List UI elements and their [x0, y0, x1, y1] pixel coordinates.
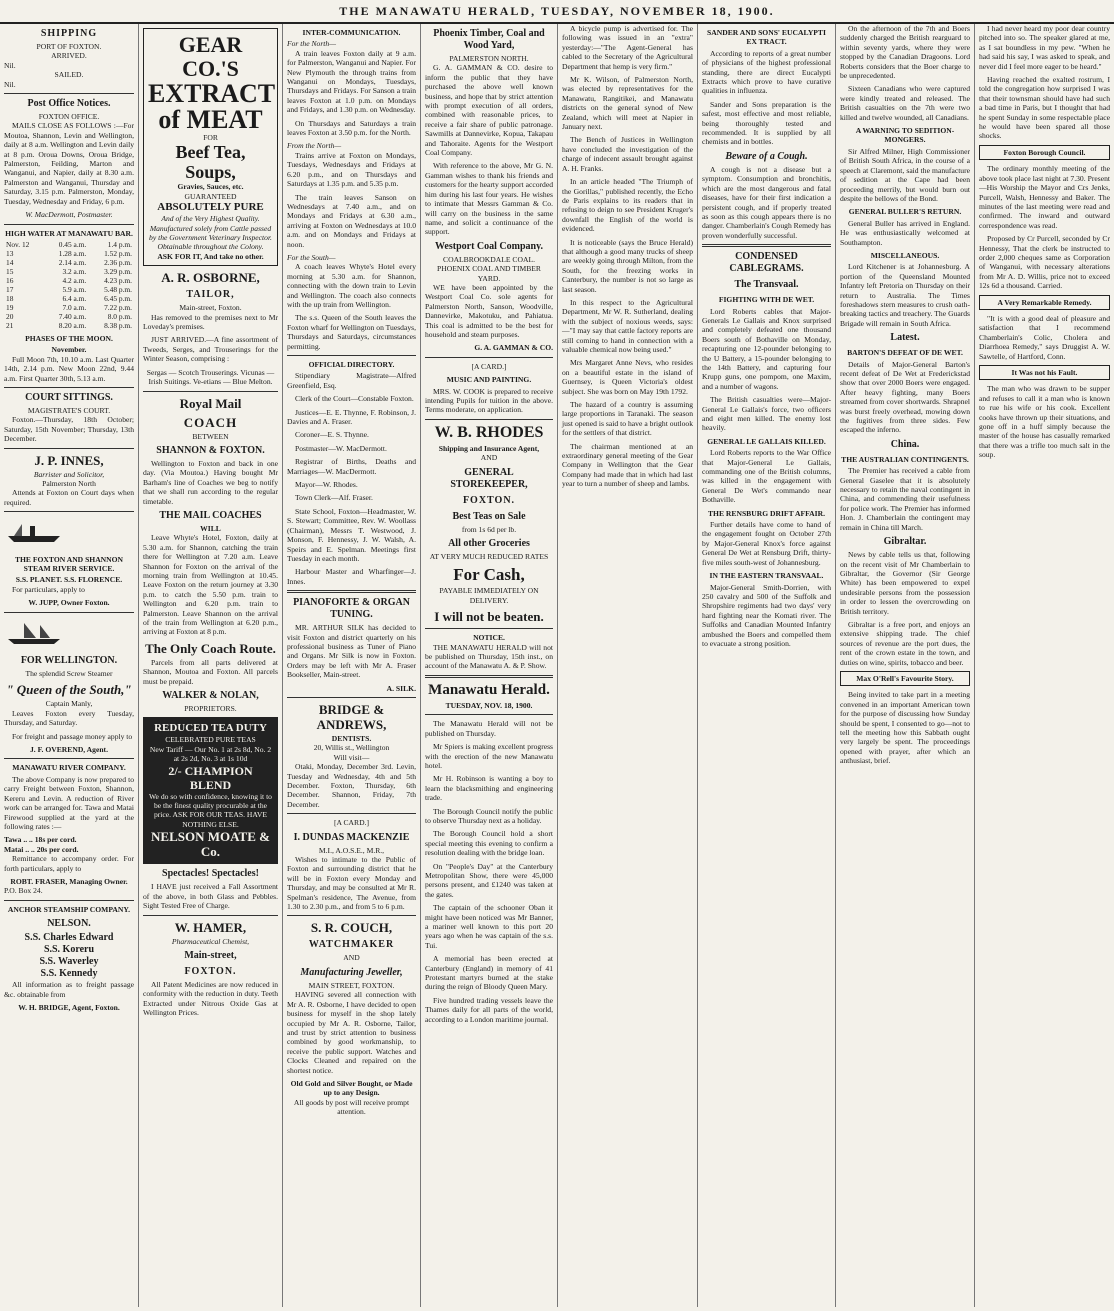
tide-cell: 18	[6, 293, 14, 303]
remarkable-heading: A Very Remarkable Remedy.	[997, 297, 1092, 307]
news-paragraph: In this respect to the Agricultural Department, Mr W. R. Sutherland, dealing with the subject of noxious weeds, says:—"I may say that cattle factory reports are still coming to hand in connection with a valuable chemical now being used."	[562, 297, 693, 354]
orell-body: Being invited to take part in a meeting convened in an important American town for the purpose of discussing how Sunday should be spent, I consented to go—not to tell the meeting how this Sabbath ought very largely be spent. The proceedings opened with prayer, after which an anthusiast, brief.	[840, 690, 970, 766]
phoenix-address: PALMERSTON NORTH.	[449, 54, 529, 63]
inter-heading: INTER-COMMUNICATION.	[302, 28, 401, 37]
gallais-body: Lord Roberts reports to the War Office that Major-General Le Gallais, commanding one of the British columns, was killed in the engagement with General De Wet's commando near Bothaville.	[702, 448, 831, 505]
best-teas: Best Teas on Sale	[452, 510, 526, 522]
steam-apply: For particulars, apply to	[12, 584, 85, 594]
old-gold: Old Gold and Silver Bought, or Made up to any Design.	[290, 1078, 413, 1098]
piano-body: MR. ARTHUR SILK has decided to visit Foxton and district quarterly on his professional business as Tuner of Piano and Organs. Mr Silk is now in Foxton. Orders may be left with Mr A. Fraser Bookseller, Main-street.	[287, 623, 416, 680]
moon-month: November.	[51, 345, 87, 355]
fault-body: The man who was drawn to be supper and refuses to call it a man who is known to rue his wife or his cook. Excellent cooks have thrown up their situations, and gone off in a huff simply because the master of the house has casually remarked that there was a trifle too much salt in the soup.	[979, 384, 1110, 460]
just-arrived: JUST ARRIVED.—A fine assortment of Tweeds, Serges, and Trouserings for the Winter Season, comprising :	[143, 335, 278, 364]
north-body: A train leaves Foxton daily at 9 a.m. for Palmerston, Wanganui and Napier. For New Plymouth the through trains from Wanganui on Mondays, Tuesdays, Thursdays and Fridays. For Sanson a train leaves Foxton at 1.0 p.m. on Mondays and Fridays, and 1.30 p.m. on Wednesday.	[287, 48, 416, 115]
tide-cell: 17	[6, 284, 14, 294]
saturday-train: On Thursdays and Saturdays a train leaves Foxton at 3.50 p.m. for the North.	[287, 118, 416, 138]
tide-cell: 16	[6, 275, 14, 285]
between: BETWEEN	[192, 431, 229, 441]
groceries-sub: AT VERY MUCH REDUCED RATES	[429, 552, 549, 562]
reduced-tea-duty: REDUCED TEA DUTY	[154, 722, 267, 735]
nil-arrived: Nil.	[4, 60, 16, 70]
jupp: W. JUPP, Owner Foxton.	[28, 598, 110, 608]
tide-row	[4, 267, 134, 276]
news-paragraph: Mr K. Wilson, of Palmerston North, was elected by representatives for the Manawatu, Rangitikei, and Manawatu districts on the general synod of New Zealand, which will meet at Napier in January next.	[562, 75, 693, 132]
for-south: For the South—	[287, 252, 336, 262]
tide-cell: 2.14 a.m.	[58, 257, 87, 267]
news-column-5	[562, 24, 693, 489]
celebrated-teas: CELEBRATED PURE TEAS	[165, 735, 256, 745]
guaranteed: GUARANTEED	[184, 191, 237, 201]
tide-heading: HIGH WATER AT MANAWATU BAR.	[5, 228, 133, 238]
shipping-heading: SHIPPING	[40, 28, 98, 39]
tariff: New Tariff — Our No. 1 at 2s 8d, No. 2 at 2s 2d, No. 3 at 1s 10d	[149, 744, 272, 764]
anchor-info: All information as to freight passage &c. obtainable from	[4, 980, 134, 999]
watchmaker: WATCHMAKER	[308, 939, 395, 951]
matai-rate: Matai .. .. 20s per cord.	[4, 844, 79, 854]
remit-text: Remittance to accompany order. For forth particulars, apply to	[4, 854, 134, 873]
news-paragraph: The chairman mentioned at an extraordinary general meeting of the Gear Company in Wellington that the Gear Company had made that in which had last year to turn a number of sheep and lambs.	[562, 441, 693, 489]
river-body: The above Company is now prepared to carry Freight between Foxton, Shannon, Kereru and Levin. A reduction of River work can be arranged for. Tawa and Matai Firewood supplied at the yard at the following rates :—	[4, 774, 134, 831]
news-column-4	[425, 719, 553, 1024]
queen-south: The s.s. Queen of the South leaves the Foxton wharf for Wellington on Tuesdays, Thursdays and Saturdays, circumstances permitting.	[287, 313, 416, 351]
latest-heading: Latest.	[890, 332, 920, 344]
queen-body: Leaves Foxton every Tuesday, Thursday, and Saturday.	[4, 708, 134, 728]
barton-heading: BARTON'S DEFEAT OF DE WET.	[847, 348, 963, 358]
tide-cell: 6.45 p.m.	[104, 293, 132, 303]
couch-and: AND	[343, 953, 360, 963]
will-visit: Will visit—	[333, 752, 370, 762]
tide-row	[4, 258, 134, 267]
gibraltar-body-2: Gibraltar is a free port, and enjoys an extensive shipping trade. The chief sources of revenue are the port dues, the rent of the crown estate in the town, and duties on wine, spirits, tobacco and beer.	[840, 619, 970, 667]
steam-service-heading: THE FOXTON AND SHANNON STEAM RIVER SERVICE.	[14, 554, 124, 573]
news-body-7b: Sixteen Canadians who were captured were kindly treated and released. The British casualties on the 7th were two killed and twelve wounded, all Canadians.	[840, 84, 970, 122]
tide-cell: 0.45 a.m.	[58, 239, 87, 249]
column-7	[836, 24, 975, 1307]
phoenix-body-2: With reference to the above, Mr G. N. Gamman wishes to thank his friends and customers for the hearty support accorded him during his last four years. He wishes to intimate that Messrs Gamman & Co. will carry on the business in the same name, and solicit a continuance of the support.	[425, 161, 553, 237]
walker-nolan: WALKER & NOLAN,	[162, 690, 259, 702]
ship-name: S.S. Charles Edward	[24, 932, 114, 944]
steamer-icon	[4, 520, 64, 544]
hamer-body: All Patent Medicines are now reduced in conformity with the reduction in duty. Teeth Extracted under Nitrous Oxide Gas at Wellington Prices.	[143, 979, 278, 1018]
eastern-body: Major-General Smith-Dorrien, with 250 cavalry and 500 of the Suffolk and Shropshire regiments had two days' very hard fighting near the Komati river. The Suffolks and Canadian Mounted Infantry ambushed the Boers and compelled them to evacuate a strong position.	[702, 582, 831, 648]
rhodes-heading: W. B. RHODES	[434, 423, 544, 441]
innes-heading: J. P. INNES,	[34, 452, 104, 468]
osborne-heading: A. R. OSBORNE,	[161, 270, 260, 286]
masthead: THE MANAWATU HERALD, TUESDAY, NOVEMBER 18, 1900.	[0, 0, 1114, 24]
storekeeper: GENERAL STOREKEEPER,	[450, 466, 528, 490]
sanson-back: The train leaves Sanson on Wednesdays at 7.40 a.m., and on Mondays and Fridays at 6.30 a.m., arriving at Foxton on Wednesdays at 10.0 a.m. and on Mondays and Fridays at noon.	[287, 192, 416, 249]
sailing-ship-icon	[4, 621, 64, 645]
westport-heading: Westport Coal Company.	[434, 240, 544, 252]
royal-mail-heading: Royal Mail	[179, 395, 242, 411]
bridge-agent: W. H. BRIDGE, Agent, Foxton.	[18, 1002, 120, 1012]
tide-cell: 19	[6, 302, 14, 312]
column-1	[0, 24, 139, 1307]
westport-body: WE have been appointed by the Westport Coal Co. sole agents for Palmerston North, Sanson, Woodville, Dannevirke, Makotuku, and Pahiatua. This coal is admitted to be the best for household and steam purposes.	[425, 282, 553, 339]
borough-heading: Foxton Borough Council.	[1003, 147, 1086, 157]
tide-cell: 4.23 p.m.	[104, 275, 132, 285]
tide-cell: 5.9 a.m.	[62, 284, 87, 294]
tide-cell: 14	[6, 257, 14, 267]
main-street: Main-street, Foxton.	[179, 303, 242, 313]
only-body: Parcels from all parts delivered at Shannon, Moutoa and Foxton. All parcels must be prepaid.	[143, 657, 278, 686]
court-text: Foxton.—Thursday, 18th October; Saturday, 15th November; Thursday, 13th December.	[4, 415, 134, 444]
tide-cell: 7.40 a.m.	[58, 311, 87, 321]
orell-heading: Max O'Rell's Favourite Story.	[856, 673, 954, 683]
remarkable-box	[979, 295, 1110, 310]
po-box: P.O. Box 24.	[4, 886, 43, 896]
china-body: The Premier has received a cable from General Gaselee that it is absolutely necessary to retain the naval contingent in China, and commending their usefulness for police work. The Premier has informed Hon. J. Chamberlain the contingent may remain in China till March.	[840, 466, 970, 532]
chemist: Pharmaceutical Chemist,	[171, 936, 250, 946]
column-4	[421, 24, 558, 1307]
directory-entry: Justices—E. E. Thynne, F. Robinson, J. Davies and A. Fraser.	[287, 407, 416, 427]
not-beaten: I will not be beaten.	[434, 609, 544, 625]
misc-body: Lord Kitchener is at Johannesburg. A portion of the Queensland Mounted Infantry left Pretoria on Thursday on their return to Australia. The Times foreshadows stern measures to crush oath-breaking tactics and treachery. The Guards Brigade will remain in South Africa.	[840, 262, 970, 328]
dundas-heading: I. DUNDAS MACKENZIE	[293, 831, 410, 843]
overend: J. F. OVEREND, Agent.	[30, 745, 108, 755]
news-paragraph: On "People's Day" at the Canterbury Metropolitan Show, there were 45,000 persons present, and £1240 was taken at the gates.	[425, 861, 553, 899]
tide-cell: 21	[6, 320, 14, 330]
robt-fraser: ROBT. FRASER, Managing Owner.	[10, 876, 128, 886]
sailed-label: SAILED.	[54, 70, 84, 80]
couch-address: MAIN STREET, FOXTON.	[308, 980, 395, 990]
news-body-8: I had never heard my poor dear country pitched into so. The speaker glared at me, as I sat boundless in my pew. "When he had said his say, I was asked to speak, and never did I feel more eager to be heard."	[979, 24, 1110, 71]
tide-cell: 20	[6, 311, 14, 321]
spectacles-body: I HAVE just received a Fall Assortment of the above, in both Glass and Pebbles. Sight Tested Free of Charge.	[143, 882, 278, 911]
eucalypti-heading: SANDER AND SONS' EUCALYPTI EX TRACT.	[707, 28, 826, 47]
tide-cell: 6.4 a.m.	[62, 293, 87, 303]
absolutely-pure: ABSOLUTELY PURE	[157, 201, 264, 214]
gold-sub: All goods by post will receive prompt attention.	[293, 1097, 410, 1117]
tide-cell: 1.4 p.m.	[107, 239, 132, 249]
champion-blend: 2/- CHAMPION BLEND	[168, 763, 253, 792]
ships-list	[4, 932, 134, 980]
borough-body-2: Proposed by Cr Purcell, seconded by Cr Hennessy, That the clerk be instructed to order 2,000 cheques same as Corporation of Wanganui, with necessary alterations from Mr A. D. Willis, price not to exceed 12s 6d a thousand. Carried.	[979, 234, 1110, 291]
tide-cell: 1.28 a.m.	[58, 248, 87, 258]
sedition-heading: A WARNING TO SEDITION-MONGERS.	[855, 126, 955, 145]
news-paragraph: The Borough Council hold a short special meeting this evening to confirm a resolution dealing with the bridge loan.	[425, 829, 553, 858]
china-heading: China.	[890, 438, 920, 450]
news-body-7: On the afternoon of the 7th and Boers suddenly charged the British rearguard to within seventy yards, where they were stopped by the Canadian Dragoons. Lord Roberts considers that the Boer charge to be unprecedented.	[840, 24, 970, 81]
column-3	[283, 24, 421, 1307]
osborne-body: Has removed to the premises next to Mr Loveday's premises.	[143, 312, 278, 332]
card-label: [A CARD.]	[333, 818, 370, 828]
tide-cell: 7.22 p.m.	[104, 302, 132, 312]
gibraltar-body: News by cable tells us that, following on the recent visit of Mr Chamberlain to Gibraltar, the Governor (Sir George White) has been empowered to expel undesirable persons from the possession in order to lessen the overcrowding on British territory.	[840, 550, 970, 616]
port-heading: PORT OF FOXTON.	[36, 42, 102, 51]
tawa-rate: Tawa .. .. 18s per cord.	[4, 835, 77, 845]
news-paragraph: In an article headed "The Triumph of the Gorillas," published recently, the Echo de Paris explains to its readers that in refusing to deign to see President Kruger's downfall the English of the world is evidenced.	[562, 177, 693, 234]
sedition-body: Sir Alfred Milner, High Commissioner of British South Africa, in the course of a speech at Claremont, said the manufacture of sedition at the Cape had been proceeding merrily, but would burn out despite the bellows of the Bond.	[840, 146, 970, 203]
nil-sailed: Nil.	[4, 79, 16, 89]
dundas-qualifications: M.I., A.O.S.E., M.R.,	[318, 845, 385, 855]
tide-row	[4, 321, 134, 330]
wellington-heading: FOR WELLINGTON.	[20, 655, 118, 667]
column-6	[698, 24, 836, 1307]
for-label: FOR	[203, 133, 218, 142]
notice-body: THE MANAWATU HERALD will not be published on Thursday, 15th inst., on account of the Manawatu A. & P. Show.	[425, 642, 553, 671]
river-company-heading: MANAWATU RIVER COMPANY.	[12, 763, 126, 773]
tide-cell: 2.36 p.m.	[104, 257, 132, 267]
fighting-body: Lord Roberts cables that Major-Generals Le Gallais and Knox surprised and completely defeated one thousand Boers south of Bothaville on Monday, recapturing one 12-pounder belonging to the U Battery, a 15-pounder belonging to the 14th Battery, and capturing four Krupp guns, one pompom, one Maxim, and a number of wagons.	[702, 306, 831, 391]
gear-extract-ad	[143, 28, 278, 266]
rhodes-foxton: FOXTON.	[462, 494, 516, 506]
moon-text: Full Moon 7th, 10.10 a.m. Last Quarter 14th, 2.14 p.m. New Moon 22nd, 9.44 a.m. First Quarter 30th, 5.13 a.m.	[4, 354, 134, 383]
visit-body: Otaki, Monday, December 3rd. Levin, Tuesday and Wednesday, 4th and 5th December. Foxton, Thursday, 6th December. Shannon, Friday, 7th December.	[287, 762, 416, 809]
for-cash: For Cash,	[453, 565, 525, 585]
dundas-body: Wishes to intimate to the Public of Foxton and surrounding district that he will be in Foxton every Monday and Thursday, and may be consulted at Mr R. Spelman's residence, The Avenue, from 1.30 to 2.30 p.m., and from 5 to 6 p.m.	[287, 855, 416, 912]
captain: Captain Manly,	[45, 699, 93, 709]
directory-entry: State School, Foxton—Headmaster, W. S. Stewart; Committee, Rev. W. Woollass (Chairman), Messrs T. Westwood, J. Monson, F. Hennessy, J. W. Walsh, A. Speirs and E. Spelman. Meetings first Tuesday in each month.	[287, 506, 416, 563]
rensburg-heading: THE RENSBURG DRIFT AFFAIR.	[707, 508, 826, 518]
tide-row	[4, 276, 134, 285]
pure-sub: And of the Very Highest Quality. Manufactured solely from Cattle passed by the Government Veterinary Inspector. Obtainable throughout the Colony.	[149, 214, 272, 252]
queen-intro: The splendid Screw Steamer	[25, 669, 113, 679]
queen-title: " Queen of the South,"	[6, 682, 132, 698]
payable: PAYABLE IMMEDIATELY ON DELIVERY.	[439, 586, 539, 605]
news-paragraph: Mr Spiers is making excellent progress with the erection of the new Manawatu hotel.	[425, 742, 553, 770]
teas-sub: from 1s 6d per lb.	[461, 524, 517, 534]
orell-box	[840, 671, 970, 686]
innes-sub: Barrister and Solicitor,	[33, 469, 105, 479]
spectacles-heading: Spectacles! Spectacles!	[162, 868, 259, 880]
directory-entry: Coroner—E. S. Thynne.	[295, 430, 369, 440]
eucalypti-body: According to reports of a great number of physicians of the highest professional standing, there are direct Eucalypti Extracts which prove to have curative qualities in influenza.	[702, 48, 831, 96]
gallais-heading: GENERAL LE GALLAIS KILLED.	[707, 436, 826, 446]
proprietors: PROPRIETORS.	[184, 704, 237, 714]
tide-row	[4, 240, 134, 249]
gibraltar-heading: Gibraltar.	[883, 536, 927, 548]
gamman-signature: G. A. GAMMAN & CO.	[474, 343, 553, 353]
tide-row	[4, 312, 134, 321]
from-north: From the North—	[287, 141, 342, 151]
dentists-address: 20, Willis st., Wellington	[313, 743, 390, 753]
bridge-andrews: BRIDGE & ANDREWS,	[316, 701, 387, 732]
directory-entry: Mayor—W. Rhodes.	[295, 480, 358, 490]
tide-row	[4, 285, 134, 294]
silk: A. SILK.	[386, 683, 416, 693]
news-paragraph: Mr H. Robinson is wanting a boy to learn the blacksmithing and engineering trade.	[425, 774, 553, 803]
herald-nameplate: Manawatu Herald.	[428, 681, 550, 698]
steam-boats: S.S. PLANET. S.S. FLORENCE.	[15, 575, 123, 585]
beware-heading: Beware of a Cough.	[725, 150, 808, 162]
nelson-moate: NELSON MOATE & Co.	[151, 829, 270, 860]
news-body-8b: Having reached the exalted rostrum, I told the congregation how surprised I was that their townsman should have had such a bad time in Paris, but I thought that had he spent Sunday in some respectable place he would have been spared all those shocks.	[979, 75, 1110, 141]
ask-for-it: ASK FOR IT, And take no other.	[157, 251, 264, 261]
directory-entry: Harbour Master and Wharfinger—J. Innes.	[287, 567, 416, 586]
buller-heading: GENERAL BULLER'S RETURN.	[848, 207, 962, 217]
couch-heading: S. R. COUCH,	[310, 920, 393, 936]
phoenix-body: G. A. GAMMAN & CO. desire to inform the public that they have purchased the above well known business, and hope that by strict attention with prompt execution of all orders, combined with reasonable prices, to receive a fair share of public patronage. Sawmills at Dannevirke, Kopua, Takapau and Tahoraite. Agents for the Westport Coal Company.	[425, 63, 553, 158]
cloths: Sergas — Scotch Trouserings. Vicunas — Irish Suitings. Ve-etians — Blue Melton.	[146, 367, 275, 387]
phoenix-heading: Phoenix Timber, Coal and Wood Yard,	[433, 28, 545, 51]
nelson-heading: NELSON.	[47, 918, 91, 930]
moon-heading: PHASES OF THE MOON.	[25, 333, 113, 343]
shannon-foxton: SHANNON & FOXTON.	[156, 444, 265, 456]
tide-cell: 15	[6, 266, 14, 276]
misc-heading: MISCELLANEOUS.	[870, 250, 940, 260]
news-paragraph: Mrs Margaret Anne Nevs, who resides on a beautiful estate in the island of Guernsey, is Queen Victoria's oldest subject. She was born on May 19th 1792.	[562, 358, 693, 396]
eucalypti-body-2: Sander and Sons preparation is the safest, most effective and most reliable, being thoroughly tested and recommended. It is supplied by all chemists and in bottles.	[702, 99, 831, 147]
rhodes-sub: Shipping and Insurance Agent,	[438, 443, 540, 453]
card-label-2: [A CARD.]	[471, 361, 507, 371]
tide-cell: 3.2 a.m.	[62, 266, 87, 276]
rhodes-and: AND	[480, 453, 498, 463]
tide-cell: 13	[6, 248, 14, 258]
news-paragraph: The captain of the schooner Oban it might have been noticed was Mr Banner, a mariner well known to this port 20 years ago when he was captain of the s.s. Tui.	[425, 903, 553, 950]
mail-coaches-heading: THE MAIL COACHES	[159, 509, 262, 521]
only-coach-route: The Only Coach Route.	[145, 640, 276, 656]
ship-name: S.S. Waverley	[39, 956, 99, 968]
beef-tea: Beef Tea, Soups,	[175, 142, 246, 183]
for-north: For the North—	[287, 39, 336, 49]
reduced-tea-ad	[143, 717, 278, 864]
fighting-heading: FIGHTING WITH DE WET.	[718, 295, 815, 305]
column-2	[139, 24, 283, 1307]
fault-box	[979, 365, 1110, 380]
directory-list	[287, 371, 416, 586]
directory-entry: Clerk of the Court—Constable Foxton.	[295, 394, 414, 404]
rensburg-body: Further details have come to hand of the engagement fought on October 27th by Major-General Knox's force against General De Wet at Rensburg Drift, thirty-five miles south-west of Johannesburg.	[702, 520, 831, 567]
royal-body: Wellington to Foxton and back in one day. (Via Moutoa.) Having bought Mr Barham's line of Coaches we beg to notify that we shall run according to the regular timetable.	[143, 458, 278, 506]
condensed-heading: CONDENSED CABLEGRAMS.	[729, 251, 804, 275]
notice-heading: NOTICE.	[473, 633, 505, 643]
moate-note: We do so with confidence, knowing it to be the finest quality procurable at the price. ASK FOR OUR TEAS. HAVE NOTHING ELSE.	[149, 791, 272, 829]
remarkable-body: "It is with a good deal of pleasure and satisfaction that I recommend Chamberlain's Colic, Cholera and Diarrhoea Remedy," says Druggist A. W. Sawtelle, of Hartford, Conn.	[979, 313, 1110, 361]
eastern-heading: IN THE EASTERN TRANSVAAL.	[709, 571, 824, 581]
extract-heading: EXTRACT of MEAT	[148, 79, 276, 134]
hamer-main-street: Main-street,	[184, 949, 237, 961]
tide-row	[4, 294, 134, 303]
directory-entry: Registrar of Births, Deaths and Marriages—W. MacDermott.	[287, 457, 416, 476]
tide-cell: 8.20 a.m.	[58, 320, 87, 330]
news-paragraph: It is noticeable (says the Bruce Herald) that although a good many trucks of sheep are weekly going through Milton, from the South, for the freezing works in Canterbury, the number is not so large as last season.	[562, 237, 693, 294]
tailor-heading: TAILOR,	[186, 289, 235, 301]
coach-heading: COACH	[183, 414, 238, 430]
from-north-body: Trains arrive at Foxton on Mondays, Tuesdays, Wednesdays and Fridays at 6.20 p.m., and on Thursdays and Saturdays at 1.35 p.m. and 5.35 p.m.	[287, 150, 416, 189]
tide-cell: 7.0 a.m.	[62, 302, 87, 312]
hamer-foxton: FOXTON.	[184, 965, 237, 977]
official-directory: OFFICIAL DIRECTORY.	[308, 360, 395, 369]
tide-cell: 1.52 p.m.	[104, 248, 132, 258]
tide-row	[4, 303, 134, 312]
music-heading: MUSIC AND PAINTING.	[446, 375, 532, 385]
news-paragraph: The Borough Council notify the public to observe Thursday next as a holiday.	[425, 806, 553, 825]
tide-cell: 4.2 a.m.	[62, 275, 87, 285]
post-office-heading: Post Office Notices.	[27, 98, 111, 110]
tide-table	[4, 240, 134, 330]
mail-body: Leave Whyte's Hotel, Foxton, daily at 5.30 a.m. for Shannon, catching the train there for Wellington at 7.20 a.m. Leave Shannon for Foxton on the arrival of the morning train from Wellington at 10.45. Leave Foxton on the return journey at 3.30 p.m. to catch the 5.50 p.m. train to Wellington and 6.20 p.m. train to Palmerston. Leave Shannon on the arrival of the train from Wellington at 6.20 p.m., arriving at Foxton at 8 p.m.	[143, 533, 278, 637]
borough-box	[979, 145, 1110, 160]
directory-entry: Postmaster—W. MacDermott.	[295, 443, 387, 453]
innes-text: Attends at Foxton on Court days when required.	[4, 488, 134, 507]
fault-heading: It Was not his Fault.	[1011, 368, 1078, 377]
buller-body: General Buller has arrived in England. He was enthusiastically welcomed at Southampton.	[840, 218, 970, 247]
directory-entry: Stipendiary Magistrate—Alfred Greenfield, Esq.	[287, 371, 416, 390]
contingents-heading: THE AUSTRALIAN CONTINGENTS.	[841, 454, 969, 464]
hamer-heading: W. HAMER,	[174, 919, 247, 935]
tide-cell: 5.48 p.m.	[104, 284, 132, 294]
gravies: Gravies, Sauces, etc.	[177, 182, 244, 192]
borough-body: The ordinary monthly meeting of the above took place last night at 7.30. Present—His Worship the Mayor and Crs Jenks, Purcell, Walsh, Hennessy and Baker. The minutes of the last meeting were read and confirmed. The inward and outward correspondence was read.	[979, 164, 1110, 230]
gear-heading: GEAR CO.'S	[178, 32, 243, 81]
tide-cell: 8.38 p.m.	[104, 320, 132, 330]
innes-place: Palmerston North	[42, 478, 96, 488]
mails-text: MAILS CLOSE AS FOLLOWS :—For Moutoa, Shannon, Levin and Wellington, daily at 8 a.m. Wellington and Levin daily at 8 p.m. Oroua Downs, Oroua Bridge, Palmerston, Feilding, Marton and Wanganui, and Napier, daily at 8.30 a.m. Palmerston and Wanganui, Thursday and Saturday, 3.15 p.m. Palmerston, Monday, Tuesday, Wednesday and Friday, 6 p.m.	[4, 121, 134, 206]
tide-cell: Nov. 12	[6, 239, 30, 249]
piano-heading: PIANOFORTE & ORGAN TUNING.	[293, 597, 410, 621]
news-paragraph: The Manawatu Herald will not be published on Thursday.	[425, 719, 553, 738]
south-body: A coach leaves Whyte's Hotel every morning at 5.30 a.m. for Shannon, connecting with the down train to Levin and Wellington. The coach also connects with the up train from Wellington.	[287, 262, 416, 309]
issue-date: TUESDAY, NOV. 18, 1900.	[445, 700, 533, 710]
freight-text: For freight and passage money apply to	[12, 731, 133, 741]
tide-cell: 8.0 p.m.	[107, 311, 132, 321]
anchor-heading: ANCHOR STEAMSHIP COMPANY.	[7, 904, 131, 914]
jeweller: Manufacturing Jeweller,	[300, 966, 403, 978]
news-paragraph: A memorial has been erected at Canterbury (England) in memory of 41 Protestant martyrs burned at the stake during the reign of Bloody Queen Mary.	[425, 954, 553, 992]
news-paragraph: The Bench of Justices in Wellington have concluded the investigation of the charge of indecent assault brought against A. H. Franks.	[562, 135, 693, 173]
barton-body: Details of Major-General Barton's recent defeat of De Wet at Frederickstad show that over 2000 Boers were engaged. After heavy fighting, many Boers streamed from cover shortwards. Shrapnel was burst freely overhead, mowing down the fugitives from three sides. Few escaped the inferno.	[840, 359, 970, 435]
dentists: DENTISTS.	[331, 733, 372, 743]
column-5	[558, 24, 698, 1307]
news-paragraph: A bicycle pump is advertised for. The following was issued in an "extra" yesterday:—"The Agent-General has cabled to the Secretary of the Agricultural Department that hemp is very firm."	[562, 24, 693, 71]
mail-will: WILL	[200, 523, 221, 533]
directory-entry: Town Clerk—Alf. Fraser.	[295, 493, 373, 503]
transvaal-heading: The Transvaal.	[734, 279, 799, 291]
news-paragraph: The hazard of a country is assuming large proportions in Taranaki. The season just opened is said to have a bright outlook for the settlers of that district.	[562, 400, 693, 438]
post-office-sub: FOXTON OFFICE.	[38, 112, 100, 122]
beware-body: A cough is not a disease but a symptom. Consumption and bronchitis, which are the most dangerous and fatal diseases, have for their first indication a persistent cough, and if properly treated as soon as this cough appears there is no danger. Chamberlain's Cough Remedy has proven wonderfully successful.	[702, 164, 831, 240]
ship-name: S.S. Koreru	[43, 944, 95, 956]
phoenix-yard: PHOENIX COAL AND TIMBER YARD.	[437, 264, 541, 283]
tide-cell: 3.29 p.m.	[104, 266, 132, 276]
tide-row	[4, 249, 134, 258]
column-8	[975, 24, 1114, 1307]
postmaster: W. MacDermott, Postmaster.	[25, 210, 113, 220]
couch-body: HAVING severed all connection with Mr A. R. Osborne, I have decided to open business for myself in the shop lately occupied by Mr A. R. Osborne, Tailor, and trust by strict attention to business combined by good workmanship, to receive the public support. Watches and Clocks Cleaned and repaired on the shortest notice.	[287, 990, 416, 1075]
fighting-body-2: The British casualties were—Major-General Le Gallais's force, two officers and eight men killed. The enemy lost heavily.	[702, 395, 831, 433]
arrived-label: ARRIVED.	[51, 51, 87, 61]
music-body: MRS. W. COOK is prepared to receive intending Pupils for tuition in the above. Terms moderate, on application.	[425, 386, 553, 415]
coalbrookdale: COALBROOKDALE COAL.	[443, 254, 535, 264]
court-heading: COURT SITTINGS.	[25, 391, 113, 403]
ship-name: S.S. Kennedy	[40, 968, 98, 980]
groceries: All other Groceries	[448, 538, 530, 550]
news-paragraph: Five hundred trading vessels leave the Thames daily for all parts of the world, according to a London maritime journal.	[425, 995, 553, 1024]
court-sub: MAGISTRATE'S COURT.	[27, 405, 111, 415]
